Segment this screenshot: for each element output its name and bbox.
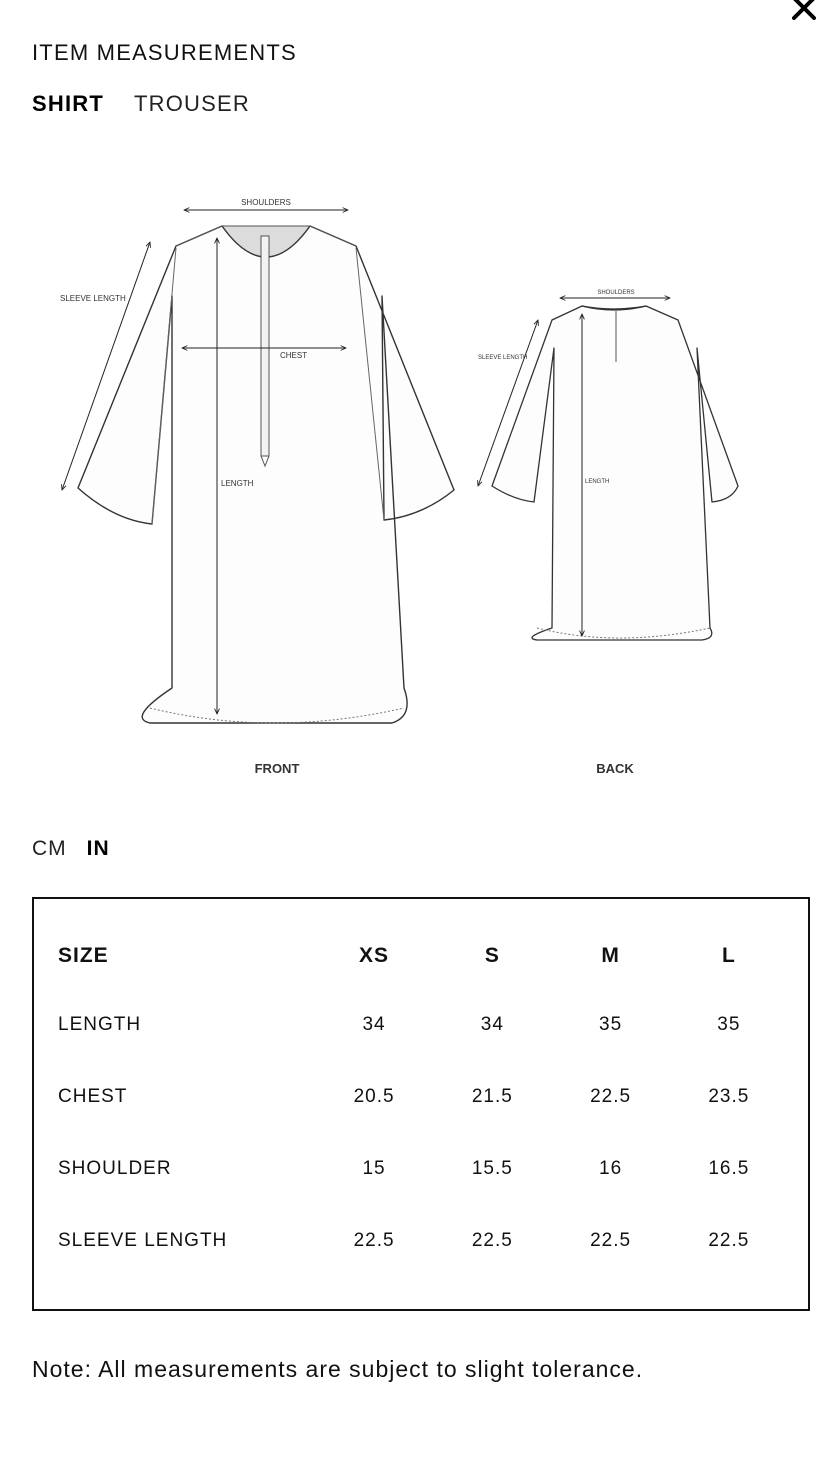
close-button[interactable]: [788, 0, 820, 24]
cell-value: 22.5: [590, 1086, 632, 1107]
cell-value: 22.5: [471, 1230, 513, 1251]
cell-value: 34: [362, 1014, 386, 1035]
back-caption: BACK: [596, 761, 634, 776]
front-chest-label: CHEST: [280, 351, 308, 360]
back-shirt-drawing: [478, 298, 738, 640]
row-label: CHEST: [58, 1086, 128, 1107]
garment-diagram: [32, 148, 820, 808]
row-label: LENGTH: [58, 1014, 142, 1035]
front-shoulders-label: SHOULDERS: [241, 198, 291, 207]
size-table: [58, 923, 788, 1277]
tab-trouser[interactable]: TROUSER: [134, 91, 250, 116]
back-shoulders-label: SHOULDERS: [597, 290, 635, 296]
table-row: [58, 989, 788, 1061]
front-shirt-drawing: [62, 210, 454, 723]
cell-value: 23.5: [708, 1086, 750, 1107]
header-size: SIZE: [58, 944, 109, 967]
cell-value: 15.5: [471, 1158, 513, 1179]
cell-value: 15: [362, 1158, 386, 1179]
table-header-row: [58, 923, 788, 989]
cell-value: 16: [599, 1158, 623, 1179]
back-sleeve-length-label: SLEEVE LENGTH: [478, 355, 528, 361]
unit-cm-button[interactable]: CM: [32, 837, 67, 860]
close-icon: [788, 0, 820, 24]
shirt-illustration: [32, 148, 820, 808]
table-row: [58, 1061, 788, 1133]
table-row: [58, 1133, 788, 1205]
header-xs: XS: [359, 944, 390, 967]
cell-value: 22.5: [353, 1230, 395, 1251]
front-length-label: LENGTH: [221, 479, 254, 488]
cell-value: 35: [717, 1014, 741, 1035]
cell-value: 35: [599, 1014, 623, 1035]
front-caption: FRONT: [254, 761, 300, 776]
front-sleeve-length-label: SLEEVE LENGTH: [60, 294, 126, 303]
unit-toggle: [32, 837, 110, 861]
row-label: SLEEVE LENGTH: [58, 1230, 228, 1251]
unit-in-button[interactable]: IN: [86, 837, 110, 860]
tolerance-note: Note: All measurements are subject to slight tolerance.: [32, 1356, 644, 1382]
cell-value: 21.5: [471, 1086, 513, 1107]
header-l: L: [721, 944, 736, 967]
cell-value: 20.5: [353, 1086, 395, 1107]
row-label: SHOULDER: [58, 1158, 172, 1179]
cell-value: 16.5: [708, 1158, 750, 1179]
tab-shirt[interactable]: SHIRT: [32, 91, 104, 116]
cell-value: 22.5: [708, 1230, 750, 1251]
garment-tabs: [32, 91, 250, 117]
back-length-label: LENGTH: [585, 479, 610, 485]
cell-value: 22.5: [590, 1230, 632, 1251]
table-row: [58, 1205, 788, 1277]
size-chart: [32, 897, 810, 1311]
cell-value: 34: [480, 1014, 504, 1035]
header-s: S: [484, 944, 500, 967]
header-m: M: [601, 944, 620, 967]
modal-title: ITEM MEASUREMENTS: [32, 40, 297, 65]
